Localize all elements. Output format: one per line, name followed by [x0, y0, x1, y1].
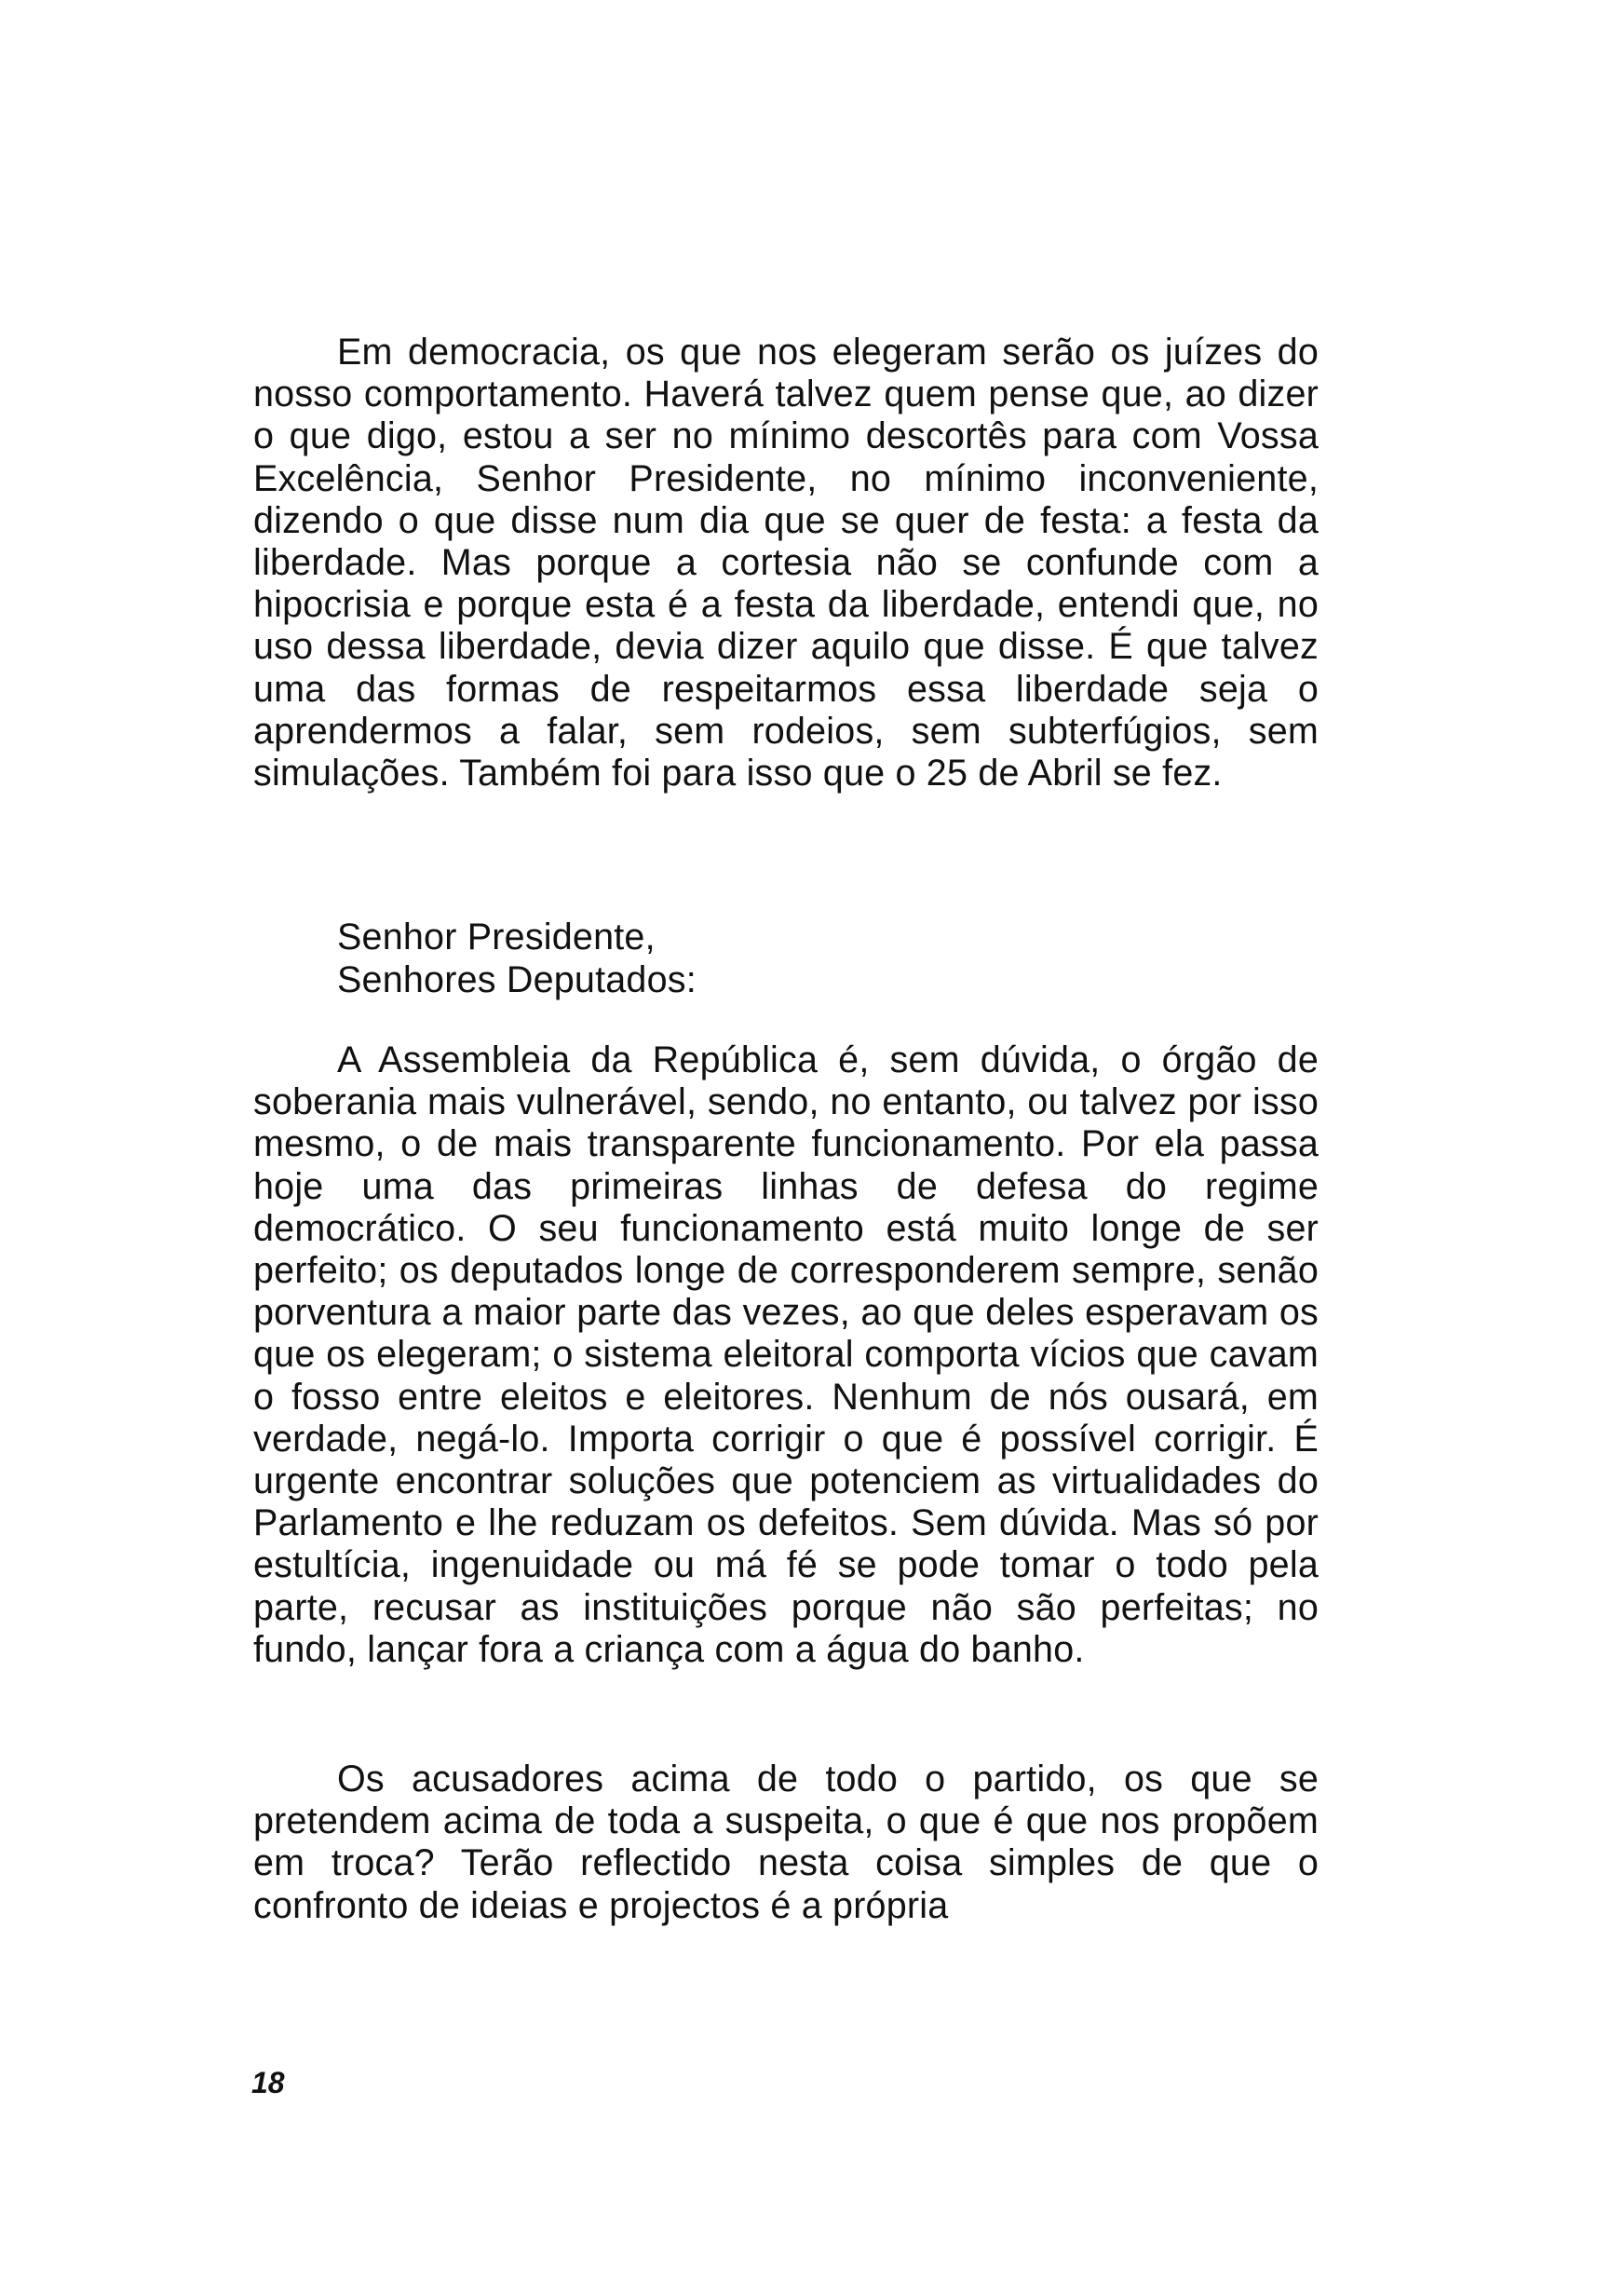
salutation [337, 916, 1319, 1001]
paragraph-intro: Em democracia, os que nos elegeram serão os juízes do nosso comportamento. Haverá talvez quem pense que, ao dizer o que digo, estou a ser no mínimo descortês para com Vossa Excelência, Senhor Presidente, no mínimo inconveniente, dizendo o que disse num dia que se quer de festa: a festa da liberdade. Mas porque a cortesia não se confunde com a hipocrisia e porque esta é a festa da liberdade, entendi que, no uso dessa liberdade, devia dizer aquilo que disse. É que talvez uma das formas de respeitarmos essa liberdade seja o aprendermos a falar, sem rodeios, sem subterfúgios, sem simulações. Também foi para isso que o 25 de Abril se fez. [253, 332, 1319, 794]
paragraph-accusers: Os acusadores acima de todo o partido, os que se pretendem acima de toda a suspeita, o que é que nos propõem em troca? Terão reflectido nesta coisa simples de que o confronto de ideias e projectos é a própria [253, 1759, 1319, 1926]
page-number: 18 [251, 2066, 285, 2099]
salutation-line-deputies: Senhores Deputados: [337, 959, 697, 1000]
paragraph-assembly: A Assembleia da República é, sem dúvida, o órgão de soberania mais vulnerável, sendo, no entanto, ou talvez por isso mesmo, o de mais transparente funcionamento. Por ela passa hoje uma das primeiras linhas de defesa do regime democrático. O seu funcionamento está muito longe de ser perfeito; os deputados longe de corresponderem sempre, senão porventura a maior parte das vezes, ao que deles esperavam os que os elegeram; o sistema eleitoral comporta vícios que cavam o fosso entre eleitos e eleitores. Nenhum de nós ousará, em verdade, negá-lo. Importa corrigir o que é possível corrigir. É urgente encontrar soluções que potenciem as virtualidades do Parlamento e lhe reduzam os defeitos. Sem dúvida. Mas só por estultícia, ingenuidade ou má fé se pode tomar o todo pela parte, recusar as instituições porque não são perfeitas; no fundo, lançar fora a criança com a água do banho. [253, 1039, 1319, 1670]
salutation-line-president: Senhor Presidente, [337, 917, 656, 957]
